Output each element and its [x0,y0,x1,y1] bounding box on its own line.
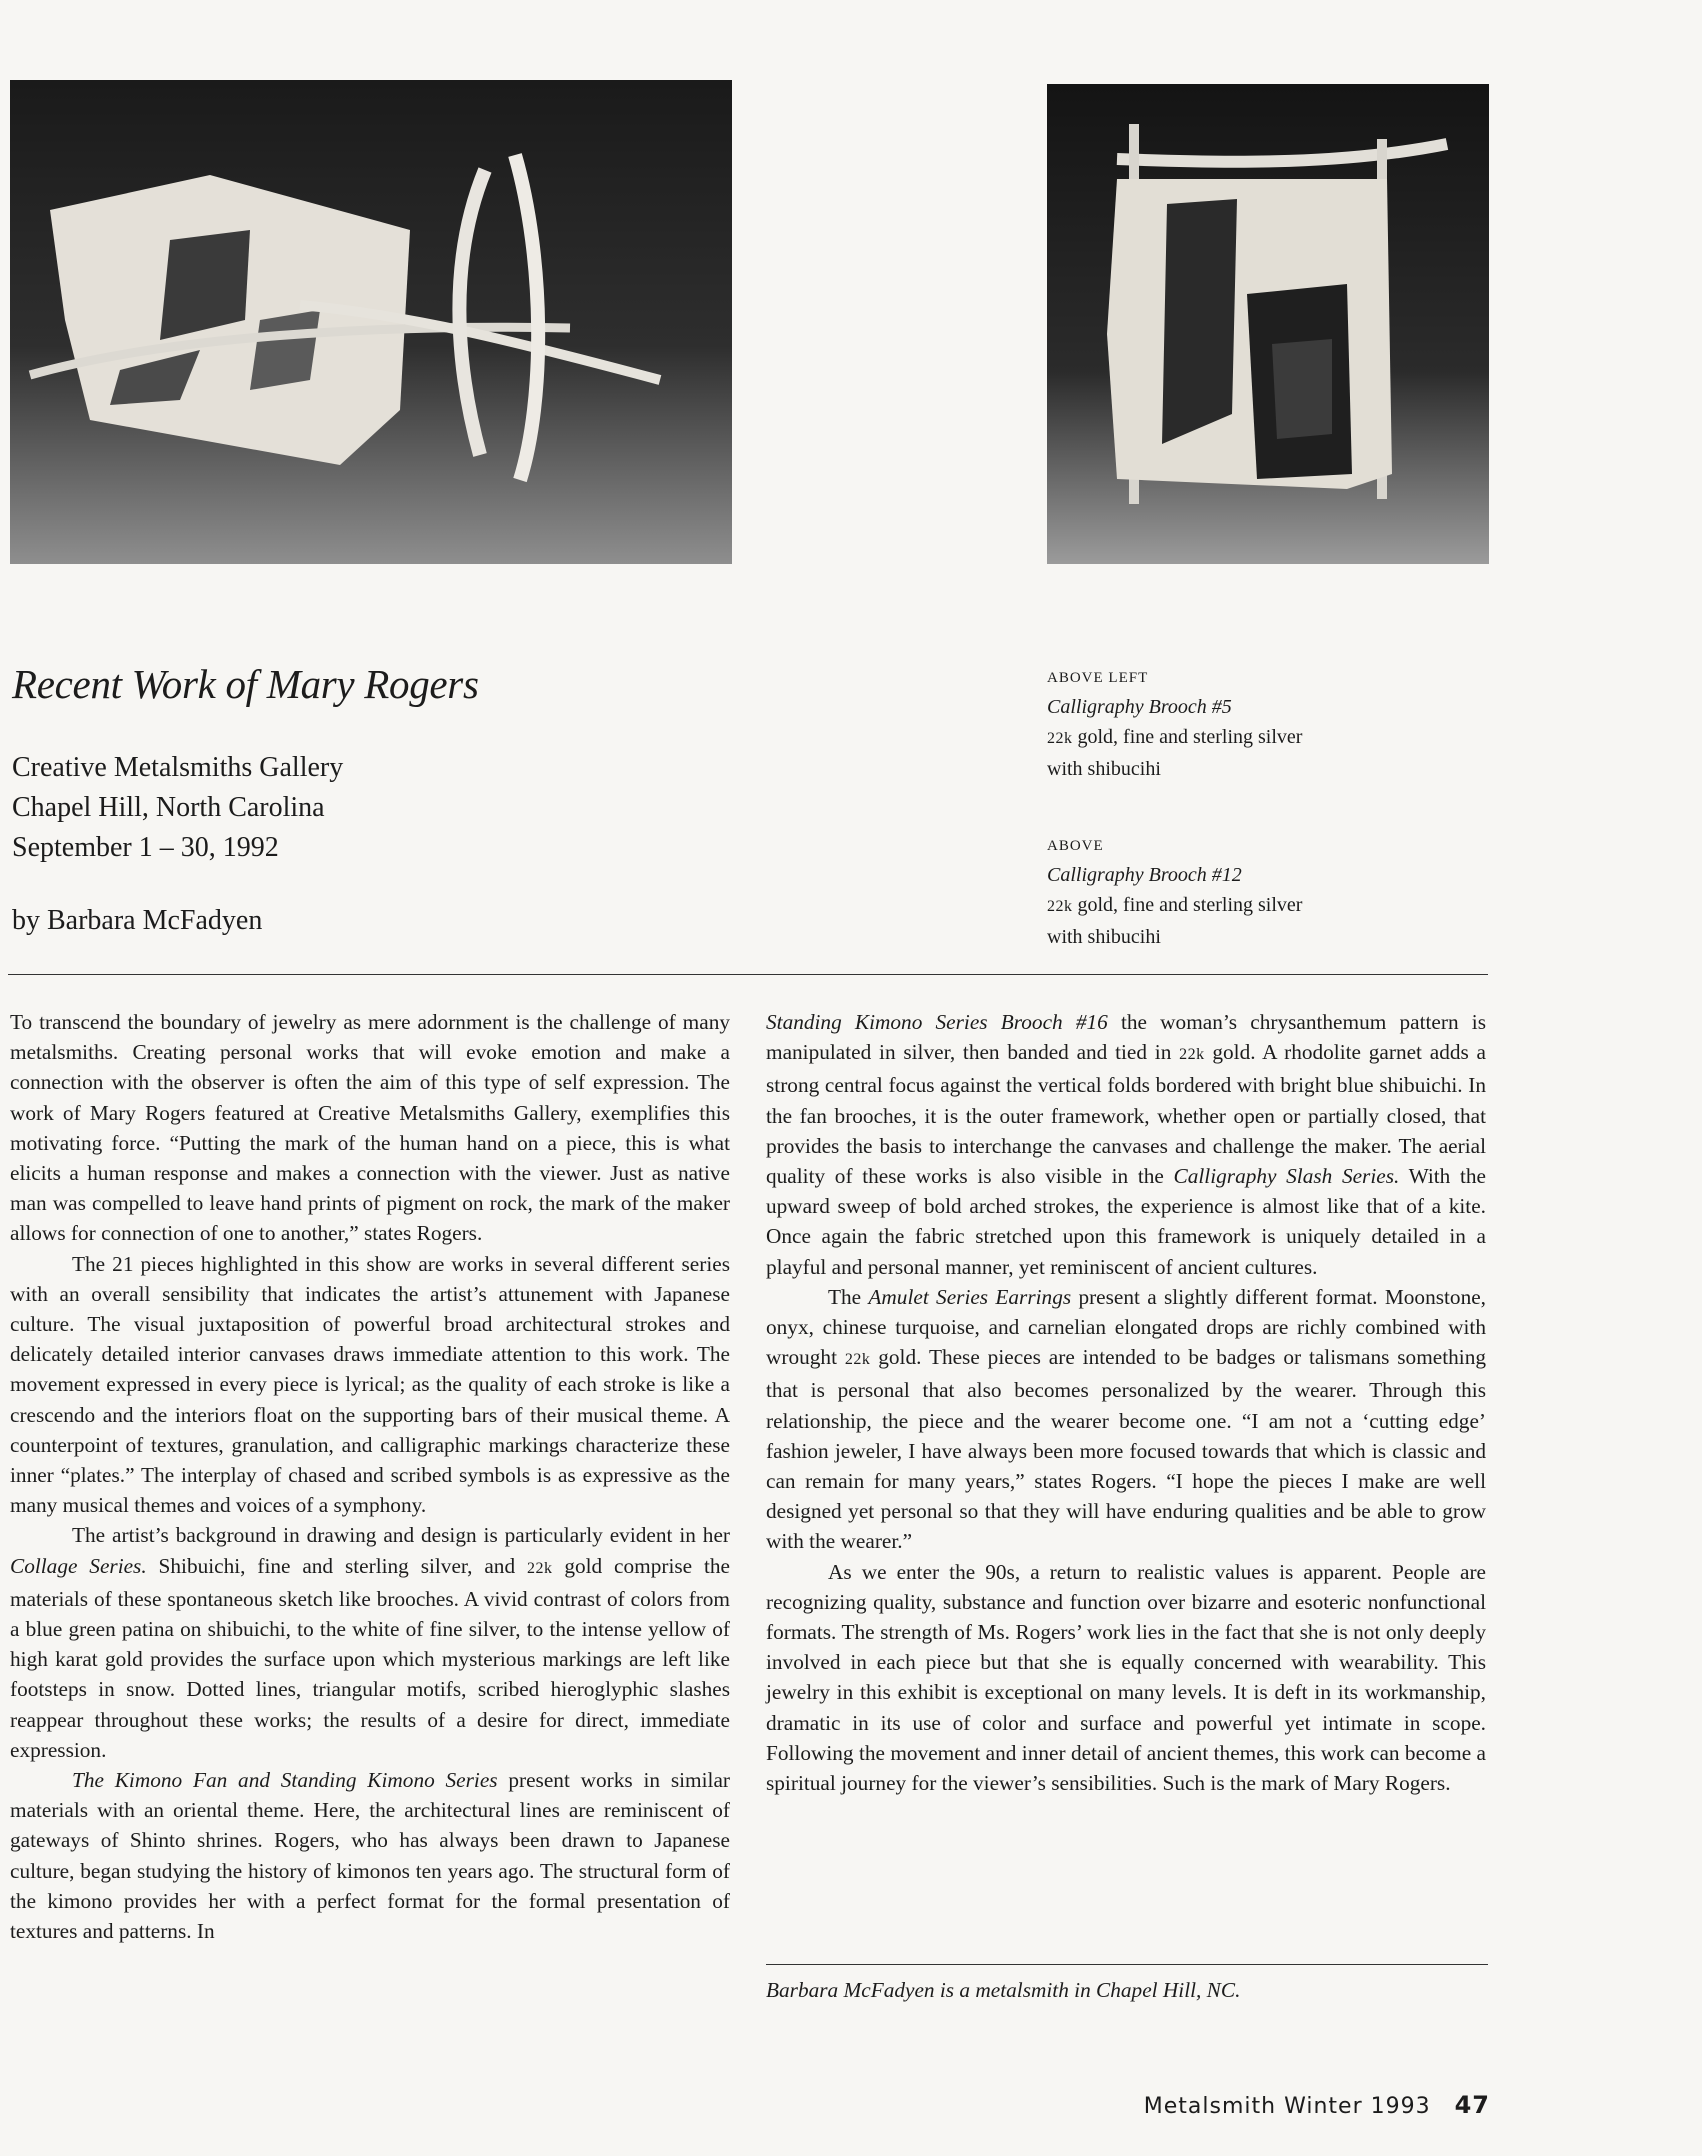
page-footer [1140,2091,1490,2119]
article-title: Recent Work of Mary Rogers [12,661,479,707]
caption-materials-2: with shibucihi [1047,758,1161,780]
caption-materials: 22k gold, fine and sterling silver [1047,726,1303,748]
paragraph: As we enter the 90s, a return to realistic values is apparent. People are recognizing quality, substance and function over bizarre and esoteric nonfunctional formats. The strength of Ms. Rogers’ work lies in the fact that she is not only deeply involved in each piece but that she is equally concerned with wearability. This jewelry in this exhibit is exceptional on many levels. It is deft in its workmanship, dramatic in its use of color and surface and powerful yet intimate in scope. Following the movement and inner detail of ancient themes, this work can become a spiritual journey for the viewer’s sensibilities. Such is the mark of Mary Rogers. [766,1559,1486,1796]
page-number: 47 [1454,2091,1490,2119]
paragraph: To transcend the boundary of jewelry as mere adornment is the challenge of many metalsmiths. Creating personal works that will evoke emotion and make a connection with the observer is often the aim of this type of self expression. The work of Mary Rogers featured at Creative Metalsmiths Gallery, exemplifies this motivating force. “Putting the mark of the human hand on a piece, this is what elicits a human response and makes a connection with the viewer. Just as native man was compelled to leave hand prints of pigment on rock, the mark of the maker allows for connection of one to another,” states Rogers. [10,1010,730,1246]
caption-above-left [1047,668,1467,784]
header-divider [8,974,1488,975]
caption-materials: 22k gold, fine and sterling silver [1047,894,1303,916]
caption-label: ABOVE LEFT [1047,670,1149,686]
byline: by Barbara McFadyen [12,905,263,936]
issue-date: Winter 1993 [1284,2094,1431,2119]
caption-above [1047,836,1467,952]
body-column-left [10,1007,730,1946]
caption-materials-2: with shibucihi [1047,926,1161,948]
paragraph: The Amulet Series Earrings present a slightly different format. Moonstone, onyx, chinese turquoise, and carnelian elongated drops are richly combined with wrought 22k gold. These pieces are intended to be badges or talismans something that is personal that also becomes personalized by the wearer. Through this relationship, the piece and the wearer become one. “I am not a ‘cutting edge’ fashion jeweler, I have always been more focused towards that which is classic and can remain for many years,” states Rogers. “I hope the pieces I make are well designed yet personal so that they will have enduring qualities and be able to grow with the wearer.” [766,1284,1487,1554]
magazine-name: Metalsmith [1143,2094,1277,2119]
venue-info [12,748,343,868]
calligraphy-brooch-5-photo [10,80,732,564]
caption-label: ABOVE [1047,838,1104,854]
calligraphy-brooch-12-photo [1047,84,1489,564]
exhibition-dates: September 1 – 30, 1992 [12,832,279,863]
caption-title: Calligraphy Brooch #12 [1047,864,1242,886]
bio-divider [766,1964,1488,1965]
gallery-name: Creative Metalsmiths Gallery [12,752,344,783]
gallery-location: Chapel Hill, North Carolina [12,792,325,823]
body-column-right [766,1007,1486,1798]
paragraph: The 21 pieces highlighted in this show are works in several different series with an overall sensibility that indicates the artist’s attunement with Japanese culture. The visual juxtaposition of powerful broad architectural strokes and delicately detailed interior canvases draws immediate attention to this work. The movement expressed in every piece is lyrical; as the quality of each stroke is like a crescendo and the interiors float on the supporting bars of their musical theme. A counterpoint of textures, granulation, and calligraphic markings characterize these inner “plates.” The interplay of chased and scribed symbols is as expressive as the many musical themes and voices of a symphony. [10,1251,730,1518]
photo-captions [1047,668,1467,952]
paragraph: The artist’s background in drawing and design is particularly evident in her Collage Series. Shibuichi, fine and sterling silver, and 22k gold comprise the materials of these spontaneous sketch like brooches. A vivid contrast of colors from a blue green patina on shibuichi, to the white of fine silver, to the intense yellow of high karat gold provides the surface upon which mysterious markings are left like footsteps in snow. Dotted lines, triangular motifs, scribed hieroglyphic slashes reappear throughout these works; the results of a desire for direct, immediate expression. [10,1523,730,1762]
paragraph-continued: Standing Kimono Series Brooch #16 the woman’s chrysanthemum pattern is manipulated in silver, then banded and tied in 22k gold. A rhodolite garnet adds a strong central focus against the vertical folds bordered with bright blue shibuichi. In the fan brooches, it is the outer framework, whether open or partially closed, that provides the basis to interchange the canvases and challenge the maker. The aerial quality of these works is also visible in the Calligraphy Slash Series. With the upward sweep of bold arched strokes, the experience is almost like that of a kite. Once again the fabric stretched upon this framework is uniquely detailed in a playful and personal manner, yet reminiscent of ancient cultures. [766,1010,1486,1279]
caption-title: Calligraphy Brooch #5 [1047,696,1232,718]
author-bio: Barbara McFadyen is a metalsmith in Chapel Hill, NC. [766,1978,1241,2002]
paragraph: The Kimono Fan and Standing Kimono Series present works in similar materials with an oriental theme. Here, the architectural lines are reminiscent of gateways of Shinto shrines. Rogers, who has always been drawn to Japanese culture, began studying the history of kimonos ten years ago. The structural form of the kimono provides her with a perfect format for the formal presentation of textures and patterns. In [10,1768,730,1944]
